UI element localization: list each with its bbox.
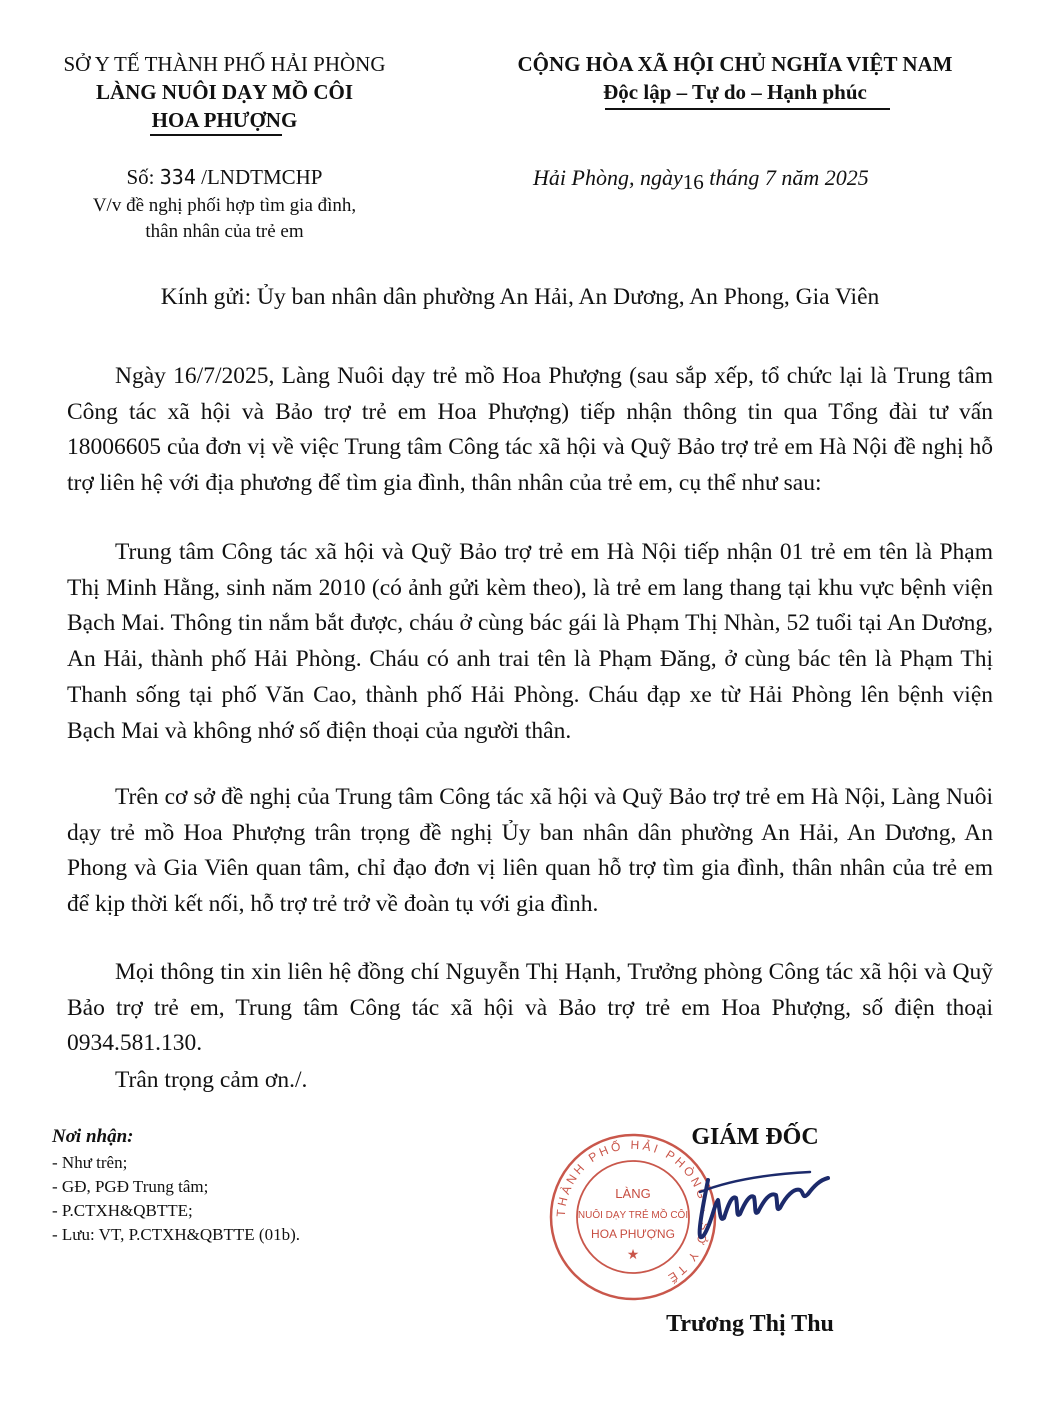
signer-name: Trương Thị Thu (666, 1311, 834, 1337)
left-header (22, 50, 427, 134)
doc-number-code: /LNDTMCHP (195, 165, 323, 189)
date-day: 16 (682, 170, 704, 194)
organization-name-line2: HOA PHƯỢNG (151, 108, 298, 132)
subject-line2: thân nhân của trẻ em (145, 221, 304, 242)
stamp-line1: LÀNG (615, 1186, 651, 1201)
recipient-line: Kính gửi: Ủy ban nhân dân phường An Hải, An Dương, An Phong, Gia Viên (160, 284, 880, 310)
body-paragraph-3: Trên cơ sở đề nghị của Trung tâm Công tác xã hội và Quỹ Bảo trợ trẻ em Hà Nội, Làng Nuôi dạy trẻ mồ Hoa Phượng trân trọng đề nghị Ủy ban nhân dân phường An Hải, An Dương, An Phong và Gia Viên quan tâm, chỉ đạo đơn vị liên quan hỗ trợ tìm gia đình, thân nhân của trẻ em để kịp thời kết nối, hỗ trợ trẻ trở về đoàn tụ với gia đình. (67, 784, 993, 918)
national-title: CỘNG HÒA XÃ HỘI CHỦ NGHĨA VIỆT NAM (517, 52, 953, 76)
body-paragraph-5: Trân trọng cảm ơn./. (115, 1067, 308, 1093)
recipients-item: - GĐ, PGĐ Trung tâm; (52, 1177, 209, 1196)
national-motto: Độc lập – Tự do – Hạnh phúc (603, 80, 867, 104)
subject (22, 193, 427, 245)
left-header-underline (150, 134, 282, 136)
recipients-title: Nơi nhận: (52, 1126, 134, 1147)
organization-name-line1: LÀNG NUÔI DẠY MỒ CÔI (95, 80, 354, 104)
recipients-item: - P.CTXH&QBTTE; (52, 1201, 193, 1220)
doc-number (22, 163, 427, 191)
recipients-item: - Như trên; (52, 1153, 128, 1172)
subject-line1: V/v đề nghị phối hợp tìm gia đình, (92, 195, 357, 216)
stamp-line3: HOA PHƯỢNG (591, 1227, 675, 1241)
doc-number-prefix: Số: (126, 165, 155, 189)
ministry-name: SỞ Y TẾ THÀNH PHỐ HẢI PHÒNG (63, 52, 386, 76)
signer-title: GIÁM ĐỐC (691, 1124, 819, 1150)
handwritten-signature (690, 1150, 840, 1260)
doc-number-value: 334 (159, 165, 196, 189)
stamp-line2: NUÔI DẠY TRẺ MỒ CÔI (577, 1210, 689, 1221)
stamp-ring-text: THÀNH PHỐ HẢI PHÒNG · SỞ Y TẾ (553, 1137, 713, 1287)
date-prefix: Hải Phòng, ngày (533, 165, 683, 190)
recipients-item: - Lưu: VT, P.CTXH&QBTTE (01b). (52, 1225, 300, 1244)
body-paragraph-2: Trung tâm Công tác xã hội và Quỹ Bảo trợ trẻ em Hà Nội tiếp nhận 01 trẻ em tên là Phạm Thị Minh Hằng, sinh năm 2010 (có ảnh gửi kèm theo), là trẻ em lang thang tại khu vực bệnh viện Bạch Mai. Thông tin nắm bắt được, cháu ở cùng bác gái là Phạm Thị Nhàn, 52 tuổi tại An Dương, An Hải, thành phố Hải Phòng. Cháu có anh trai tên là Phạm Đăng, ở cùng bác tên là Phạm Thị Thanh sống tại phố Văn Cao, thành phố Hải Phòng. Cháu đạp xe từ Hải Phòng lên bệnh viện Bạch Mai và không nhớ số điện thoại của người thân. (67, 539, 993, 744)
svg-text:★: ★ (626, 1248, 640, 1263)
date-suffix: tháng 7 năm 2025 (703, 165, 869, 190)
body-paragraph-4: Mọi thông tin xin liên hệ đồng chí Nguyễn Thị Hạnh, Trưởng phòng Công tác xã hội và Quỹ Bảo trợ trẻ em, Trung tâm Công tác xã hội và Bảo trợ trẻ em Hoa Phượng, số điện thoại 0934.581.130. (67, 959, 993, 1057)
right-header (470, 50, 1000, 106)
motto-underline (605, 108, 890, 110)
body-paragraph-1: Ngày 16/7/2025, Làng Nuôi dạy trẻ mồ Hoa Phượng (sau sắp xếp, tổ chức lại là Trung tâm Công tác xã hội và Bảo trợ trẻ em Hoa Phượng) tiếp nhận thông tin qua Tổng đài tư vấn 18006605 của đơn vị về việc Trung tâm Công tác xã hội và Quỹ Bảo trợ trẻ em Hà Nội đề nghị hỗ trợ liên hệ với địa phương để tìm gia đình, thân nhân của trẻ em, cụ thể như sau: (67, 363, 993, 497)
recipients-block (52, 1123, 472, 1247)
document-date (533, 163, 993, 193)
